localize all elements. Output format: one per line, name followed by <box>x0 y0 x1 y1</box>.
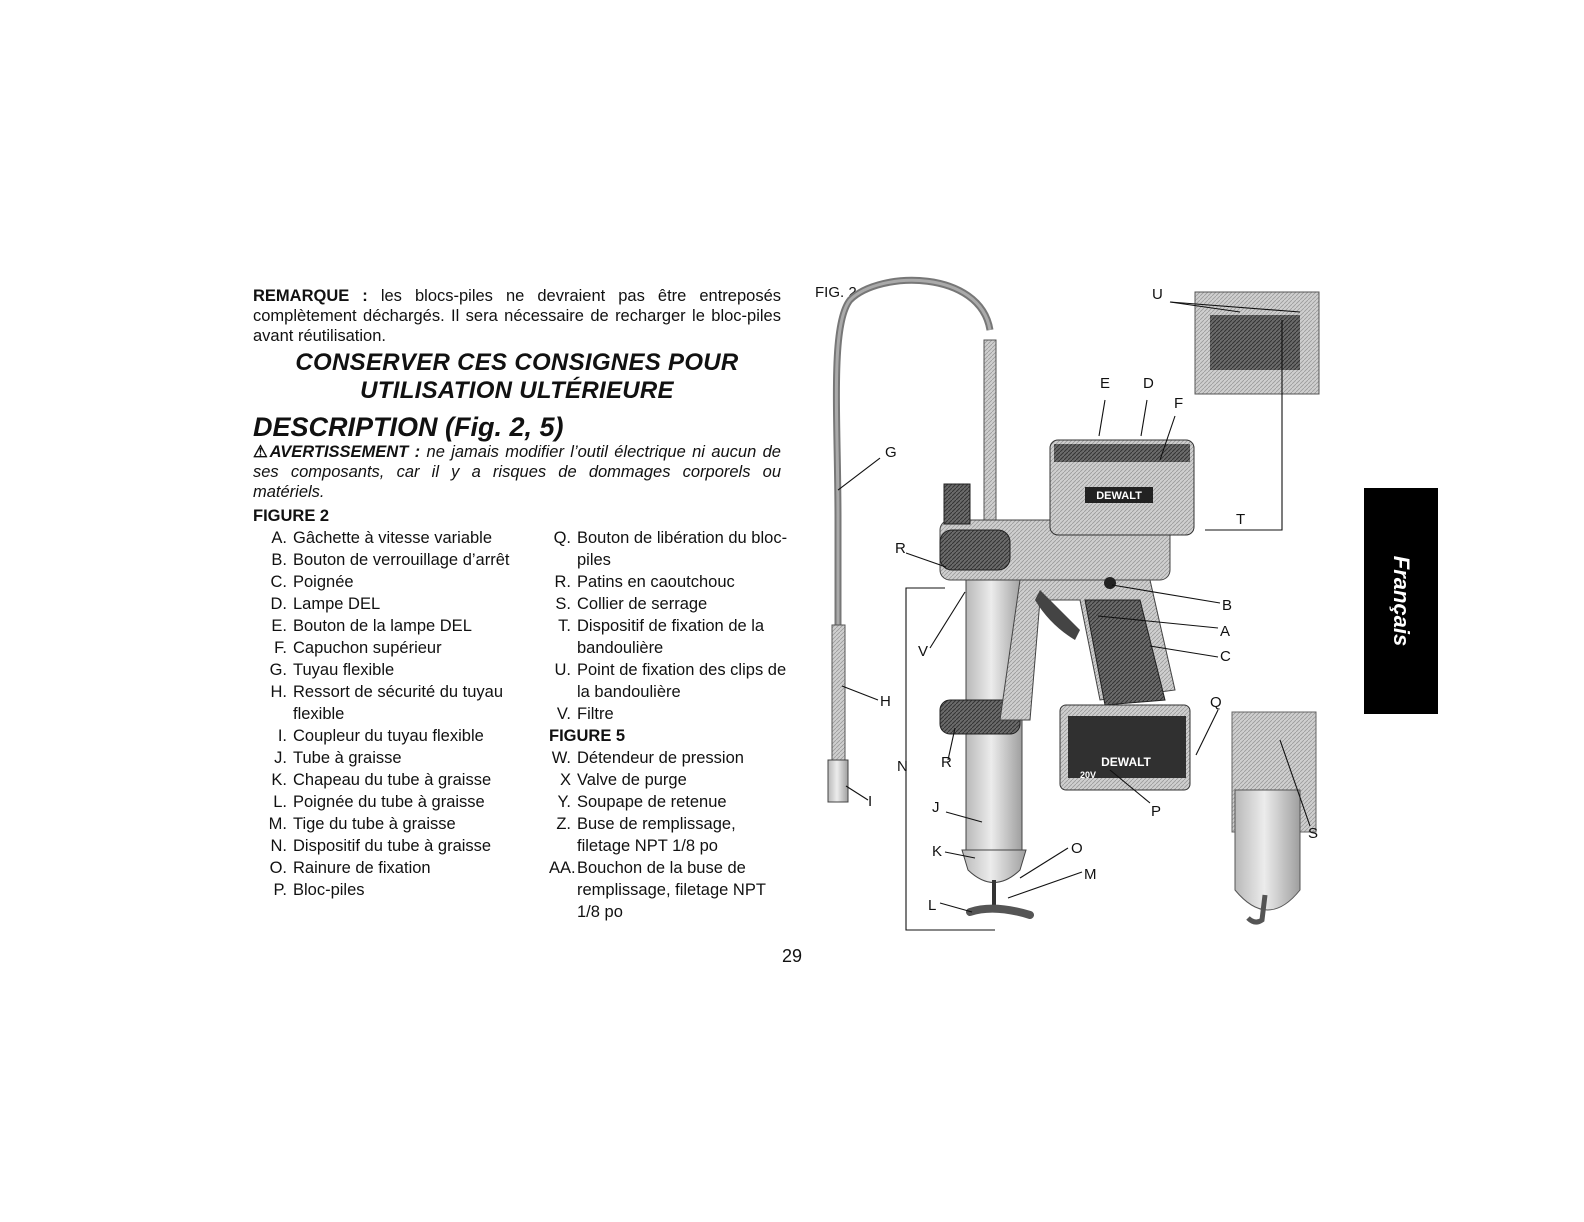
inset-clip-detail <box>1210 315 1300 370</box>
callout-D: D <box>1143 375 1154 392</box>
list-item-key: X <box>559 771 571 789</box>
list-item-key: H. <box>270 683 287 701</box>
list-item-text: Collier de serrage <box>577 595 708 613</box>
list-item-text: Bouton de libération du bloc-piles <box>577 529 788 569</box>
callout-G: G <box>885 444 897 461</box>
list-item-text: Filtre <box>577 705 614 723</box>
list-item-key: K. <box>271 771 287 789</box>
inset-grease-tube <box>1235 790 1300 910</box>
list-item-text: Patins en caoutchouc <box>577 573 735 591</box>
hose-spring-upper <box>984 340 996 520</box>
callout-P: P <box>1151 803 1162 820</box>
note-text: les blocs-piles ne devraient pas être entreposés complètement déchargés. Il sera nécessaire de recharger le bloc-piles avant réutilisation. <box>253 287 781 345</box>
list-item-text: Détendeur de pression <box>577 749 744 767</box>
list-item-text: Dispositif de fixation de la bandoulière <box>577 617 765 657</box>
callout-M: M <box>1084 866 1097 883</box>
save-instructions-line2: UTILISATION ULTÉRIEURE <box>360 377 674 404</box>
list-item-text: Bouton de la lampe DEL <box>293 617 472 635</box>
list-item-key: R. <box>554 573 571 591</box>
warning-text: ne jamais modifier l’outil électrique ni aucun de ses composants, car il y a risques de dommages corporels ou matériels. <box>253 443 781 501</box>
list-item-text: Bouchon de la buse de remplissage, filetage NPT 1/8 po <box>577 859 766 921</box>
page-number: 29 <box>782 946 803 966</box>
callout-J: J <box>932 799 940 816</box>
list-item-key: AA. <box>549 859 576 877</box>
callout-I: I <box>868 793 873 810</box>
list-item-key: L. <box>273 793 287 811</box>
list-item-text: Point de fixation des clips de la bandoulière <box>577 661 787 701</box>
callout-H: H <box>880 693 891 710</box>
list-item-key: V. <box>556 705 571 723</box>
callout-R: R <box>895 540 906 557</box>
list-item-key: Z. <box>556 815 571 833</box>
list-item-text: Dispositif du tube à graisse <box>293 837 492 855</box>
list-item-text: Coupleur du tuyau flexible <box>293 727 484 745</box>
list-item-key: I. <box>277 727 287 745</box>
callout-S: S <box>1308 825 1319 842</box>
callout-Q: Q <box>1210 694 1222 711</box>
list-item-text: Capuchon supérieur <box>293 639 442 657</box>
list-item-text: Rainure de fixation <box>293 859 431 877</box>
list-item-text: Poignée du tube à graisse <box>293 793 485 811</box>
callout-R-lower: R <box>941 754 952 771</box>
callout-K: K <box>932 843 943 860</box>
list-item-text: Tube à graisse <box>293 749 402 767</box>
list-item-key: U. <box>554 661 571 679</box>
list-item-key: E. <box>271 617 287 635</box>
callout-T: T <box>1236 511 1246 528</box>
lock-off-button <box>1104 577 1116 589</box>
filter-block <box>944 484 970 524</box>
list-item-text: Buse de remplissage, filetage NPT 1/8 po <box>577 815 736 855</box>
list-item-text: Ressort de sécurité du tuyau flexible <box>293 683 504 723</box>
grease-tube-handle <box>970 909 1030 915</box>
callout-U: U <box>1152 286 1163 303</box>
callout-F: F <box>1174 395 1184 412</box>
list-item-key: O. <box>269 859 287 877</box>
warning-icon: ⚠ <box>253 443 270 461</box>
list-item-key: Q. <box>553 529 571 547</box>
callout-A: A <box>1220 623 1231 640</box>
save-instructions-line1: CONSERVER CES CONSIGNES POUR <box>295 349 739 376</box>
list-item-key: M. <box>268 815 287 833</box>
led-lamp <box>1054 444 1190 462</box>
list-item-text: Tuyau flexible <box>293 661 395 679</box>
language-tab-label: Français <box>1389 555 1414 647</box>
callout-L: L <box>928 897 937 914</box>
warning-label: AVERTISSEMENT : <box>269 443 421 461</box>
brand-text-top: DEWALT <box>1096 490 1142 502</box>
list-item-text: Soupape de retenue <box>577 793 727 811</box>
callout-E: E <box>1100 375 1111 392</box>
callout-B: B <box>1222 597 1233 614</box>
description-heading: DESCRIPTION (Fig. 2, 5) <box>253 412 564 442</box>
callout-N: N <box>897 758 908 775</box>
list-item-key: B. <box>271 551 287 569</box>
list-item-text: Gâchette à vitesse variable <box>293 529 493 547</box>
list-item-key: D. <box>270 595 287 613</box>
list-item-key: J. <box>274 749 287 767</box>
list-item-key: C. <box>270 573 287 591</box>
list-item-key: S. <box>555 595 571 613</box>
list-item-text: Valve de purge <box>577 771 687 789</box>
list-item-text: Chapeau du tube à graisse <box>293 771 492 789</box>
list-item-key: F. <box>274 639 287 657</box>
list-item-key: G. <box>269 661 287 679</box>
figure2-heading: FIGURE 2 <box>253 507 330 525</box>
figure-label: FIG. 2 <box>815 284 857 301</box>
list-item-key: P. <box>273 881 287 899</box>
list-item-key: W. <box>551 749 571 767</box>
list-item-key: A. <box>271 529 287 547</box>
list-item-key: N. <box>270 837 287 855</box>
rubber-pad-upper <box>940 530 1010 570</box>
list-item-key: Y. <box>557 793 571 811</box>
note-label: REMARQUE : <box>253 287 368 305</box>
figure5-heading: FIGURE 5 <box>549 727 626 745</box>
callout-C: C <box>1220 648 1231 665</box>
list-item-text: Lampe DEL <box>293 595 381 613</box>
list-item-key: T. <box>558 617 571 635</box>
battery-voltage: 20V <box>1080 770 1097 780</box>
grease-tube-cap <box>962 850 1026 883</box>
brand-text-battery: DEWALT <box>1101 755 1151 769</box>
callout-V: V <box>918 643 929 660</box>
list-item-text: Bouton de verrouillage d’arrêt <box>293 551 510 569</box>
hose-safety-spring <box>832 625 845 760</box>
list-item-text: Poignée <box>293 573 354 591</box>
callout-O: O <box>1071 840 1083 857</box>
list-item-text: Bloc-piles <box>293 881 365 899</box>
list-item-text: Tige du tube à graisse <box>293 815 456 833</box>
hose-coupler <box>828 760 848 802</box>
